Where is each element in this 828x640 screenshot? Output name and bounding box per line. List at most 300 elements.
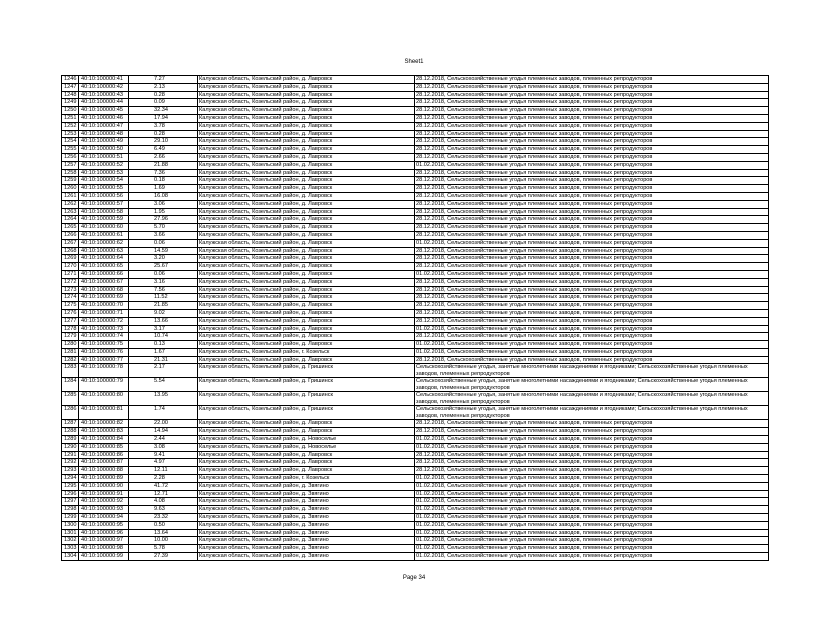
area-cell: 2.28 (129, 475, 198, 483)
row-number-cell: 1276 (62, 309, 79, 317)
cadastral-number-cell: 40:10:100000:66 (79, 270, 129, 278)
cadastral-number-cell: 40:10:100000:41 (79, 76, 129, 84)
location-cell: Калужская область, Козельский район, д. Лавровск (198, 333, 415, 341)
category-cell: 28.12.2018, Сельскохозяйственные угодья племенных заводов, племенных репродукторов (415, 420, 769, 428)
table-row (62, 467, 769, 475)
area-cell: 13.95 (129, 392, 198, 406)
location-cell: Калужская область, Козельский район, д. Лавровск (198, 263, 415, 271)
location-cell: Калужская область, Козельский район, д. Звягино (198, 545, 415, 553)
table-row (62, 161, 769, 169)
table-row (62, 420, 769, 428)
row-number-cell: 1284 (62, 378, 79, 392)
cadastral-number-cell: 40:10:100000:43 (79, 91, 129, 99)
row-number-cell: 1277 (62, 317, 79, 325)
cadastral-number-cell: 40:10:100000:85 (79, 443, 129, 451)
cadastral-number-cell: 40:10:100000:53 (79, 169, 129, 177)
location-cell: Калужская область, Козельский район, д. Звягино (198, 490, 415, 498)
area-cell: 3.20 (129, 255, 198, 263)
table-row (62, 553, 769, 561)
location-cell: Калужская область, Козельский район, д. Звягино (198, 498, 415, 506)
cadastral-number-cell: 40:10:100000:49 (79, 138, 129, 146)
row-number-cell: 1249 (62, 99, 79, 107)
area-cell: 4.08 (129, 498, 198, 506)
row-number-cell: 1294 (62, 475, 79, 483)
table-row (62, 537, 769, 545)
location-cell: Калужская область, Козельский район, д. Лавровск (198, 278, 415, 286)
cadastral-number-cell: 40:10:100000:75 (79, 341, 129, 349)
table-row (62, 302, 769, 310)
table-row (62, 169, 769, 177)
category-cell: 28.12.2018, Сельскохозяйственные угодья племенных заводов, племенных репродукторов (415, 91, 769, 99)
area-cell: 12.11 (129, 467, 198, 475)
location-cell: Калужская область, Козельский район, д. Гришинск (198, 406, 415, 420)
area-cell: 5.70 (129, 224, 198, 232)
location-cell: Калужская область, Козельский район, д. Новоселье (198, 443, 415, 451)
area-cell: 3.66 (129, 231, 198, 239)
table-row (62, 185, 769, 193)
area-cell: 3.16 (129, 278, 198, 286)
table-row (62, 521, 769, 529)
location-cell: Калужская область, Козельский район, д. Лавровск (198, 99, 415, 107)
row-number-cell: 1273 (62, 286, 79, 294)
table-row (62, 208, 769, 216)
location-cell: Калужская область, Козельский район, д. Лавровск (198, 247, 415, 255)
cadastral-number-cell: 40:10:100000:96 (79, 529, 129, 537)
area-cell: 21.88 (129, 161, 198, 169)
parcel-table (61, 75, 769, 561)
location-cell: Калужская область, Козельский район, д. Лавровск (198, 294, 415, 302)
category-cell: 28.12.2018, Сельскохозяйственные угодья племенных заводов, племенных репродукторов (415, 467, 769, 475)
row-number-cell: 1267 (62, 239, 79, 247)
row-number-cell: 1285 (62, 392, 79, 406)
cadastral-number-cell: 40:10:100000:58 (79, 208, 129, 216)
area-cell: 14.59 (129, 247, 198, 255)
row-number-cell: 1286 (62, 406, 79, 420)
table-row (62, 348, 769, 356)
location-cell: Калужская область, Козельский район, д. Звягино (198, 537, 415, 545)
location-cell: Калужская область, Козельский район, д. Лавровск (198, 107, 415, 115)
location-cell: Калужская область, Козельский район, д. Лавровск (198, 231, 415, 239)
table-row (62, 83, 769, 91)
table-row (62, 286, 769, 294)
table-row (62, 325, 769, 333)
cadastral-number-cell: 40:10:100000:52 (79, 161, 129, 169)
table-row (62, 436, 769, 444)
cadastral-number-cell: 40:10:100000:60 (79, 224, 129, 232)
row-number-cell: 1262 (62, 200, 79, 208)
category-cell: 28.12.2018, Сельскохозяйственные угодья племенных заводов, племенных репродукторов (415, 255, 769, 263)
category-cell: 28.12.2018, Сельскохозяйственные угодья племенных заводов, племенных репродукторов (415, 192, 769, 200)
sheet-title: Sheet1 (404, 59, 424, 65)
table-row (62, 263, 769, 271)
area-cell: 29.10 (129, 138, 198, 146)
location-cell: Калужская область, Козельский район, д. Гришинск (198, 378, 415, 392)
row-number-cell: 1251 (62, 114, 79, 122)
category-cell: 28.12.2018, Сельскохозяйственные угодья племенных заводов, племенных репродукторов (415, 208, 769, 216)
cadastral-number-cell: 40:10:100000:56 (79, 192, 129, 200)
row-number-cell: 1295 (62, 482, 79, 490)
cadastral-number-cell: 40:10:100000:67 (79, 278, 129, 286)
area-cell: 2.13 (129, 83, 198, 91)
area-cell: 13.64 (129, 529, 198, 537)
area-cell: 32.34 (129, 107, 198, 115)
cadastral-number-cell: 40:10:100000:91 (79, 490, 129, 498)
row-number-cell: 1303 (62, 545, 79, 553)
table-row (62, 443, 769, 451)
cadastral-number-cell: 40:10:100000:65 (79, 263, 129, 271)
category-cell: 28.12.2018, Сельскохозяйственные угодья племенных заводов, племенных репродукторов (415, 286, 769, 294)
category-cell: 28.12.2018, Сельскохозяйственные угодья племенных заводов, племенных репродукторов (415, 216, 769, 224)
cadastral-number-cell: 40:10:100000:82 (79, 420, 129, 428)
row-number-cell: 1265 (62, 224, 79, 232)
row-number-cell: 1282 (62, 356, 79, 364)
cadastral-number-cell: 40:10:100000:78 (79, 364, 129, 378)
row-number-cell: 1252 (62, 122, 79, 130)
table-row (62, 356, 769, 364)
table-row (62, 506, 769, 514)
cadastral-number-cell: 40:10:100000:93 (79, 506, 129, 514)
cadastral-number-cell: 40:10:100000:95 (79, 521, 129, 529)
area-cell: 13.66 (129, 317, 198, 325)
area-cell: 14.94 (129, 428, 198, 436)
location-cell: Калужская область, Козельский район, д. Лавровск (198, 161, 415, 169)
row-number-cell: 1298 (62, 506, 79, 514)
row-number-cell: 1288 (62, 428, 79, 436)
location-cell: Калужская область, Козельский район, д. Лавровск (198, 153, 415, 161)
cadastral-number-cell: 40:10:100000:69 (79, 294, 129, 302)
cadastral-number-cell: 40:10:100000:86 (79, 451, 129, 459)
location-cell: Калужская область, Козельский район, д. Лавровск (198, 216, 415, 224)
area-cell: 3.06 (129, 200, 198, 208)
row-number-cell: 1289 (62, 436, 79, 444)
area-cell: 2.17 (129, 364, 198, 378)
row-number-cell: 1246 (62, 76, 79, 84)
area-cell: 16.08 (129, 192, 198, 200)
row-number-cell: 1302 (62, 537, 79, 545)
area-cell: 0.09 (129, 99, 198, 107)
category-cell: 01.02.2018, Сельскохозяйственные угодья племенных заводов, племенных репродукторов (415, 529, 769, 537)
cadastral-number-cell: 40:10:100000:74 (79, 333, 129, 341)
category-cell: 28.12.2018, Сельскохозяйственные угодья племенных заводов, племенных репродукторов (415, 138, 769, 146)
cadastral-number-cell: 40:10:100000:48 (79, 130, 129, 138)
location-cell: Калужская область, Козельский район, д. Лавровск (198, 114, 415, 122)
table-row (62, 177, 769, 185)
row-number-cell: 1281 (62, 348, 79, 356)
table-row (62, 99, 769, 107)
area-cell: 9.02 (129, 309, 198, 317)
location-cell: Калужская область, Козельский район, д. Лавровск (198, 255, 415, 263)
area-cell: 27.39 (129, 553, 198, 561)
table-row (62, 406, 769, 420)
row-number-cell: 1300 (62, 521, 79, 529)
row-number-cell: 1269 (62, 255, 79, 263)
table-row (62, 490, 769, 498)
row-number-cell: 1275 (62, 302, 79, 310)
area-cell: 7.36 (129, 169, 198, 177)
location-cell: Калужская область, Козельский район, д. Лавровск (198, 459, 415, 467)
category-cell: 28.12.2018, Сельскохозяйственные угодья племенных заводов, племенных репродукторов (415, 294, 769, 302)
row-number-cell: 1279 (62, 333, 79, 341)
cadastral-number-cell: 40:10:100000:64 (79, 255, 129, 263)
table-row (62, 138, 769, 146)
row-number-cell: 1258 (62, 169, 79, 177)
row-number-cell: 1283 (62, 364, 79, 378)
category-cell: 28.12.2018, Сельскохозяйственные угодья племенных заводов, племенных репродукторов (415, 459, 769, 467)
category-cell: 28.12.2018, Сельскохозяйственные угодья племенных заводов, племенных репродукторов (415, 153, 769, 161)
cadastral-number-cell: 40:10:100000:71 (79, 309, 129, 317)
row-number-cell: 1296 (62, 490, 79, 498)
row-number-cell: 1247 (62, 83, 79, 91)
category-cell: 01.02.2018, Сельскохозяйственные угодья племенных заводов, племенных репродукторов (415, 482, 769, 490)
area-cell: 0.50 (129, 521, 198, 529)
table-row (62, 341, 769, 349)
category-cell: Сельскохозяйственные угодья, занятые многолетними насаждениями и ягодниками; Сельскохозяйственные угодья племенных заводов, племенных репродукторов (415, 392, 769, 406)
location-cell: Калужская область, Козельский район, д. Звягино (198, 521, 415, 529)
table-row (62, 364, 769, 378)
table-row (62, 459, 769, 467)
table-row (62, 255, 769, 263)
area-cell: 3.17 (129, 325, 198, 333)
category-cell: 28.12.2018, Сельскохозяйственные угодья племенных заводов, племенных репродукторов (415, 263, 769, 271)
cadastral-number-cell: 40:10:100000:92 (79, 498, 129, 506)
cadastral-number-cell: 40:10:100000:57 (79, 200, 129, 208)
cadastral-number-cell: 40:10:100000:44 (79, 99, 129, 107)
location-cell: Калужская область, Козельский район, д. Лавровск (198, 185, 415, 193)
location-cell: Калужская область, Козельский район, д. Звягино (198, 514, 415, 522)
category-cell: 01.02.2018, Сельскохозяйственные угодья племенных заводов, племенных репродукторов (415, 537, 769, 545)
area-cell: 25.67 (129, 263, 198, 271)
row-number-cell: 1257 (62, 161, 79, 169)
location-cell: Калужская область, Козельский район, д. Звягино (198, 482, 415, 490)
category-cell: 28.12.2018, Сельскохозяйственные угодья племенных заводов, племенных репродукторов (415, 169, 769, 177)
category-cell: 28.12.2018, Сельскохозяйственные угодья племенных заводов, племенных репродукторов (415, 177, 769, 185)
location-cell: Калужская область, Козельский район, д. Лавровск (198, 76, 415, 84)
row-number-cell: 1259 (62, 177, 79, 185)
location-cell: Калужская область, Козельский район, д. Гришинск (198, 364, 415, 378)
row-number-cell: 1299 (62, 514, 79, 522)
area-cell: 0.13 (129, 341, 198, 349)
cadastral-number-cell: 40:10:100000:98 (79, 545, 129, 553)
location-cell: Калужская область, Козельский район, д. Звягино (198, 506, 415, 514)
category-cell: 01.02.2018, Сельскохозяйственные угодья племенных заводов, племенных репродукторов (415, 545, 769, 553)
cadastral-number-cell: 40:10:100000:47 (79, 122, 129, 130)
location-cell: Калужская область, Козельский район, д. Лавровск (198, 317, 415, 325)
table-row (62, 114, 769, 122)
category-cell: 01.02.2018, Сельскохозяйственные угодья племенных заводов, племенных репродукторов (415, 161, 769, 169)
category-cell: 28.12.2018, Сельскохозяйственные угодья племенных заводов, племенных репродукторов (415, 122, 769, 130)
area-cell: 6.49 (129, 146, 198, 154)
cadastral-number-cell: 40:10:100000:79 (79, 378, 129, 392)
area-cell: 9.41 (129, 451, 198, 459)
table-row (62, 224, 769, 232)
row-number-cell: 1287 (62, 420, 79, 428)
category-cell: 01.02.2018, Сельскохозяйственные угодья племенных заводов, племенных репродукторов (415, 490, 769, 498)
table-row (62, 247, 769, 255)
cadastral-number-cell: 40:10:100000:59 (79, 216, 129, 224)
category-cell: 28.12.2018, Сельскохозяйственные угодья племенных заводов, племенных репродукторов (415, 428, 769, 436)
table-row (62, 333, 769, 341)
table-row (62, 153, 769, 161)
category-cell: 28.12.2018, Сельскохозяйственные угодья племенных заводов, племенных репродукторов (415, 200, 769, 208)
category-cell: 28.12.2018, Сельскохозяйственные угодья племенных заводов, племенных репродукторов (415, 231, 769, 239)
cadastral-number-cell: 40:10:100000:88 (79, 467, 129, 475)
area-cell: 5.78 (129, 545, 198, 553)
row-number-cell: 1301 (62, 529, 79, 537)
area-cell: 2.66 (129, 153, 198, 161)
row-number-cell: 1266 (62, 231, 79, 239)
location-cell: Калужская область, Козельский район, д. Лавровск (198, 146, 415, 154)
row-number-cell: 1272 (62, 278, 79, 286)
table-row (62, 76, 769, 84)
row-number-cell: 1250 (62, 107, 79, 115)
table-row (62, 231, 769, 239)
location-cell: Калужская область, Козельский район, д. Лавровск (198, 286, 415, 294)
table-row (62, 278, 769, 286)
area-cell: 11.52 (129, 294, 198, 302)
category-cell: 28.12.2018, Сельскохозяйственные угодья племенных заводов, племенных репродукторов (415, 451, 769, 459)
parcel-table-body (62, 76, 769, 561)
location-cell: Калужская область, Козельский район, г. Козельск (198, 475, 415, 483)
category-cell: 01.02.2018, Сельскохозяйственные угодья племенных заводов, племенных репродукторов (415, 325, 769, 333)
category-cell: 01.02.2018, Сельскохозяйственные угодья племенных заводов, племенных репродукторов (415, 521, 769, 529)
row-number-cell: 1292 (62, 459, 79, 467)
cadastral-number-cell: 40:10:100000:54 (79, 177, 129, 185)
location-cell: Калужская область, Козельский район, д. Лавровск (198, 451, 415, 459)
cadastral-number-cell: 40:10:100000:68 (79, 286, 129, 294)
table-row (62, 122, 769, 130)
table-row (62, 91, 769, 99)
category-cell: 28.12.2018, Сельскохозяйственные угодья племенных заводов, племенных репродукторов (415, 130, 769, 138)
area-cell: 22.00 (129, 420, 198, 428)
category-cell: 01.02.2018, Сельскохозяйственные угодья племенных заводов, племенных репродукторов (415, 341, 769, 349)
table-row (62, 192, 769, 200)
row-number-cell: 1260 (62, 185, 79, 193)
category-cell: 28.12.2018, Сельскохозяйственные угодья племенных заводов, племенных репродукторов (415, 146, 769, 154)
cadastral-number-cell: 40:10:100000:50 (79, 146, 129, 154)
cadastral-number-cell: 40:10:100000:45 (79, 107, 129, 115)
area-cell: 3.08 (129, 443, 198, 451)
cadastral-number-cell: 40:10:100000:42 (79, 83, 129, 91)
row-number-cell: 1274 (62, 294, 79, 302)
category-cell: Сельскохозяйственные угодья, занятые многолетними насаждениями и ягодниками; Сельскохозяйственные угодья племенных заводов, племенных репродукторов (415, 378, 769, 392)
page-number: Page 34 (402, 575, 426, 581)
area-cell: 23.32 (129, 514, 198, 522)
table-row (62, 428, 769, 436)
cadastral-number-cell: 40:10:100000:61 (79, 231, 129, 239)
table-row (62, 529, 769, 537)
table-row (62, 239, 769, 247)
table-row (62, 309, 769, 317)
cadastral-number-cell: 40:10:100000:77 (79, 356, 129, 364)
area-cell: 21.85 (129, 302, 198, 310)
cadastral-number-cell: 40:10:100000:94 (79, 514, 129, 522)
row-number-cell: 1253 (62, 130, 79, 138)
area-cell: 1.67 (129, 348, 198, 356)
category-cell: Сельскохозяйственные угодья, занятые многолетними насаждениями и ягодниками; Сельскохозяйственные угодья племенных заводов, племенных репродукторов (415, 364, 769, 378)
area-cell: 10.00 (129, 537, 198, 545)
table-row (62, 392, 769, 406)
category-cell: 01.02.2018, Сельскохозяйственные угодья племенных заводов, племенных репродукторов (415, 239, 769, 247)
location-cell: Калужская область, Козельский район, д. Лавровск (198, 122, 415, 130)
category-cell: 28.12.2018, Сельскохозяйственные угодья племенных заводов, племенных репродукторов (415, 76, 769, 84)
area-cell: 3.78 (129, 122, 198, 130)
category-cell: 01.02.2018, Сельскохозяйственные угодья племенных заводов, племенных репродукторов (415, 436, 769, 444)
table-row (62, 378, 769, 392)
row-number-cell: 1261 (62, 192, 79, 200)
area-cell: 7.56 (129, 286, 198, 294)
area-cell: 21.31 (129, 356, 198, 364)
area-cell: 0.28 (129, 130, 198, 138)
area-cell: 2.44 (129, 436, 198, 444)
area-cell: 41.72 (129, 482, 198, 490)
location-cell: Калужская область, Козельский район, д. Лавровск (198, 420, 415, 428)
area-cell: 1.95 (129, 208, 198, 216)
row-number-cell: 1280 (62, 341, 79, 349)
cadastral-number-cell: 40:10:100000:46 (79, 114, 129, 122)
category-cell: 28.12.2018, Сельскохозяйственные угодья племенных заводов, племенных репродукторов (415, 317, 769, 325)
table-row (62, 475, 769, 483)
location-cell: Калужская область, Козельский район, д. Звягино (198, 529, 415, 537)
cadastral-number-cell: 40:10:100000:83 (79, 428, 129, 436)
category-cell: 28.12.2018, Сельскохозяйственные угодья племенных заводов, племенных репродукторов (415, 309, 769, 317)
table-row (62, 451, 769, 459)
cadastral-number-cell: 40:10:100000:62 (79, 239, 129, 247)
category-cell: 28.12.2018, Сельскохозяйственные угодья племенных заводов, племенных репродукторов (415, 333, 769, 341)
category-cell: 28.12.2018, Сельскохозяйственные угодья племенных заводов, племенных репродукторов (415, 278, 769, 286)
location-cell: Калужская область, Козельский район, д. Лавровск (198, 467, 415, 475)
location-cell: Калужская область, Козельский район, д. Лавровск (198, 192, 415, 200)
location-cell: Калужская область, Козельский район, д. Лавровск (198, 239, 415, 247)
table-row (62, 146, 769, 154)
row-number-cell: 1297 (62, 498, 79, 506)
category-cell: 01.02.2018, Сельскохозяйственные угодья племенных заводов, племенных репродукторов (415, 475, 769, 483)
cadastral-number-cell: 40:10:100000:99 (79, 553, 129, 561)
row-number-cell: 1278 (62, 325, 79, 333)
category-cell: 28.12.2018, Сельскохозяйственные угодья племенных заводов, племенных репродукторов (415, 356, 769, 364)
cadastral-number-cell: 40:10:100000:89 (79, 475, 129, 483)
row-number-cell: 1291 (62, 451, 79, 459)
table-row (62, 130, 769, 138)
area-cell: 1.69 (129, 185, 198, 193)
cadastral-number-cell: 40:10:100000:73 (79, 325, 129, 333)
location-cell: Калужская область, Козельский район, д. Лавровск (198, 91, 415, 99)
row-number-cell: 1293 (62, 467, 79, 475)
category-cell: 01.02.2018, Сельскохозяйственные угодья племенных заводов, племенных репродукторов (415, 506, 769, 514)
row-number-cell: 1256 (62, 153, 79, 161)
table-row (62, 270, 769, 278)
location-cell: Калужская область, Козельский район, д. Новосельe (198, 436, 415, 444)
location-cell: Калужская область, Козельский район, д. Лавровск (198, 208, 415, 216)
category-cell: 01.02.2018, Сельскохозяйственные угодья племенных заводов, племенных репродукторов (415, 498, 769, 506)
location-cell: Калужская область, Козельский район, д. Лавровск (198, 270, 415, 278)
table-row (62, 545, 769, 553)
cadastral-number-cell: 40:10:100000:84 (79, 436, 129, 444)
location-cell: Калужская область, Козельский район, г. Козельск (198, 348, 415, 356)
cadastral-number-cell: 40:10:100000:97 (79, 537, 129, 545)
area-cell: 9.63 (129, 506, 198, 514)
area-cell: 1.74 (129, 406, 198, 420)
location-cell: Калужская область, Козельский район, д. Звягино (198, 553, 415, 561)
category-cell: 28.12.2018, Сельскохозяйственные угодья племенных заводов, племенных репродукторов (415, 185, 769, 193)
area-cell: 12.71 (129, 490, 198, 498)
area-cell: 0.28 (129, 91, 198, 99)
category-cell: 01.02.2018, Сельскохозяйственные угодья племенных заводов, племенных репродукторов (415, 270, 769, 278)
cadastral-number-cell: 40:10:100000:51 (79, 153, 129, 161)
cadastral-number-cell: 40:10:100000:63 (79, 247, 129, 255)
cadastral-number-cell: 40:10:100000:87 (79, 459, 129, 467)
category-cell: 28.12.2018, Сельскохозяйственные угодья племенных заводов, племенных репродукторов (415, 302, 769, 310)
location-cell: Калужская область, Козельский район, д. Лавровск (198, 83, 415, 91)
